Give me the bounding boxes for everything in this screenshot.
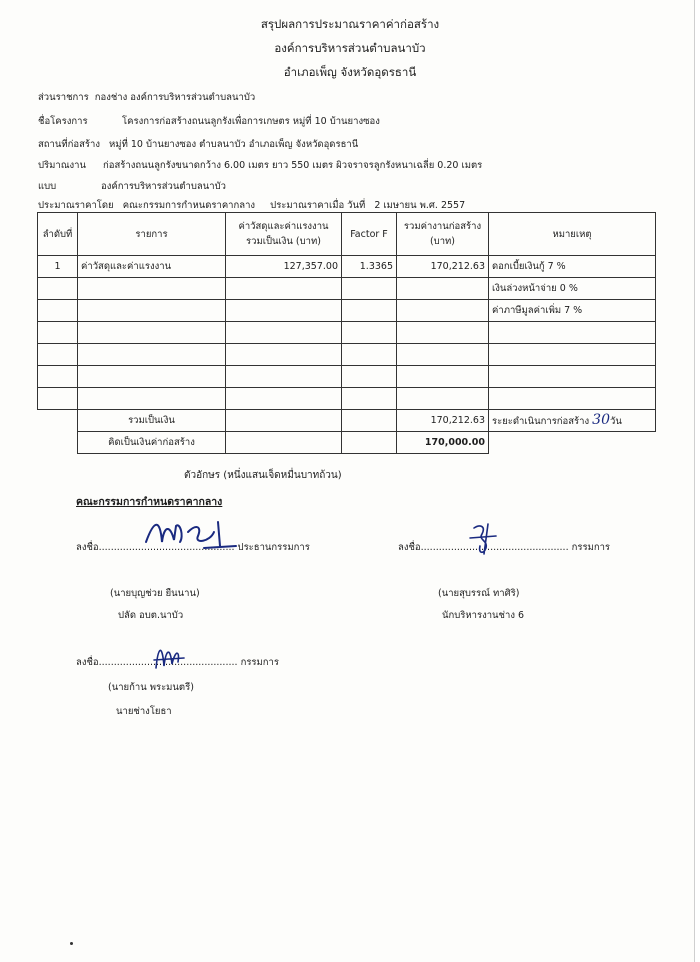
quantity-line xyxy=(38,158,482,173)
amount-in-words: ตัวอักษร (หนึ่งแสนเจ็ดหมื่นบาทถ้วน) xyxy=(184,470,342,481)
design-line xyxy=(38,179,226,194)
table-row-empty xyxy=(38,278,489,300)
row-factor: 1.3365 xyxy=(342,256,397,278)
table-row xyxy=(38,256,489,278)
header-item: รายการ xyxy=(78,213,226,256)
site-value: หมู่ที่ 10 บ้านยางซอง ตำบลนาบัว อำเภอเพ็ญ จังหวัดอุดรธานี xyxy=(109,139,359,150)
estimated-by-value: คณะกรรมการกำหนดราคากลาง xyxy=(122,200,256,211)
estimate-date-label: ประมาณราคาเมื่อ วันที่ xyxy=(270,200,366,211)
header-cost-line1: ค่าวัสดุและค่าแรงงาน xyxy=(238,221,329,232)
page-speck xyxy=(70,942,73,945)
quantity-label: ปริมาณงาน xyxy=(38,160,87,171)
member1-sign-line: ลงชื่อ................................................. กรรมการ xyxy=(398,542,611,553)
table-row-empty xyxy=(38,388,489,410)
header-cost xyxy=(226,213,342,256)
project-value: โครงการก่อสร้างถนนลูกรังเพื่อการเกษตร หมู่ที่ 10 บ้านยางซอง xyxy=(122,116,380,127)
row-item: ค่าวัสดุและค่าแรงงาน xyxy=(78,256,226,278)
member1-role: กรรมการ xyxy=(571,542,611,553)
agency-label: ส่วนราชการ xyxy=(38,92,89,103)
header-total-line2: (บาท) xyxy=(429,236,456,247)
duration-unit: วัน xyxy=(610,416,622,427)
header-cost-line2: รวมเป็นเงิน (บาท) xyxy=(246,236,321,247)
remark-item: ค่าภาษีมูลค่าเพิ่ม 7 % xyxy=(489,300,656,322)
cost-summary-table xyxy=(37,212,489,454)
duration-label: ระยะดำเนินการก่อสร้าง xyxy=(492,416,590,427)
chairman-name: (นายบุญช่วย ยืนนาน) xyxy=(110,588,200,599)
site-label: สถานที่ก่อสร้าง xyxy=(38,139,100,150)
row-cost: 127,357.00 xyxy=(226,256,342,278)
design-label: แบบ xyxy=(38,181,57,192)
estimate-date-value: 2 เมษายน พ.ศ. 2557 xyxy=(374,200,466,211)
chairman-role: ประธานกรรมการ xyxy=(237,542,310,553)
sum-row xyxy=(38,410,489,432)
remark-item: ดอกเบี้ยเงินกู้ 7 % xyxy=(489,256,656,278)
member2-sign-line: ลงชื่อ.............................................. กรรมการ xyxy=(76,657,279,668)
estimate-line xyxy=(38,198,465,213)
member2-signature xyxy=(150,638,190,672)
duration-value: 30 xyxy=(592,412,610,428)
doc-title: สรุปผลการประมาณราคาค่าก่อสร้าง xyxy=(260,17,440,31)
remark-item: เงินล่วงหน้าจ่าย 0 % xyxy=(489,278,656,300)
member2-role: กรรมการ xyxy=(240,657,279,668)
header-total-line1: รวมค่างานก่อสร้าง xyxy=(403,221,482,232)
chairman-title: ปลัด อบต.นาบัว xyxy=(118,610,184,621)
table-row-empty xyxy=(38,366,489,388)
estimated-by-label: ประมาณราคาโดย xyxy=(38,200,114,211)
table-row-empty xyxy=(38,322,489,344)
header-total xyxy=(397,213,489,256)
chairman-signature xyxy=(140,512,240,554)
construction-row xyxy=(38,432,489,454)
table-header-row xyxy=(38,213,489,256)
header-no: ลำดับที่ xyxy=(38,213,78,256)
sign-label: ลงชื่อ xyxy=(398,542,421,553)
row-no: 1 xyxy=(38,256,78,278)
agency-value: กองช่าง องค์การบริหารส่วนตำบลนาบัว xyxy=(94,92,256,103)
sign-label: ลงชื่อ xyxy=(76,657,99,668)
row-total: 170,212.63 xyxy=(397,256,489,278)
location: อำเภอเพ็ญ จังหวัดอุดรธานี xyxy=(283,65,417,79)
construction-label: คิดเป็นเงินค่าก่อสร้าง xyxy=(78,432,226,454)
design-value: องค์การบริหารส่วนตำบลนาบัว xyxy=(101,181,226,192)
org-name: องค์การบริหารส่วนตำบลนาบัว xyxy=(274,41,426,55)
project-line xyxy=(38,114,380,129)
sum-value: 170,212.63 xyxy=(397,410,489,432)
header-factor: Factor F xyxy=(342,213,397,256)
header-remarks: หมายเหตุ xyxy=(489,213,656,256)
member2-title: นายช่างโยธา xyxy=(116,706,172,717)
construction-value: 170,000.00 xyxy=(397,432,489,454)
agency-line xyxy=(38,90,255,105)
member1-name: (นายสุบรรณ์ ทาศิริ) xyxy=(438,588,520,599)
table-row-empty xyxy=(38,344,489,366)
sign-label: ลงชื่อ xyxy=(76,542,99,553)
member2-name: (นายก้าน พระมนตรี) xyxy=(108,682,194,693)
duration-cell xyxy=(489,410,656,432)
quantity-value: ก่อสร้างถนนลูกรังขนาดกว้าง 6.00 เมตร ยาว 550 เมตร ผิวจราจรลูกรังหนาเฉลี่ย 0.20 เมตร xyxy=(103,160,483,171)
sum-label: รวมเป็นเงิน xyxy=(78,410,226,432)
member1-title: นักบริหารงานช่าง 6 xyxy=(442,610,525,621)
chairman-sign-line: ลงชื่อ............................................. ประธานกรรมการ xyxy=(76,542,310,553)
member1-signature xyxy=(466,520,502,558)
table-row-empty xyxy=(38,300,489,322)
project-label: ชื่อโครงการ xyxy=(38,116,88,127)
committee-title: คณะกรรมการกำหนดราคากลาง xyxy=(76,496,223,508)
remarks-table xyxy=(488,212,656,453)
site-line xyxy=(38,137,358,152)
